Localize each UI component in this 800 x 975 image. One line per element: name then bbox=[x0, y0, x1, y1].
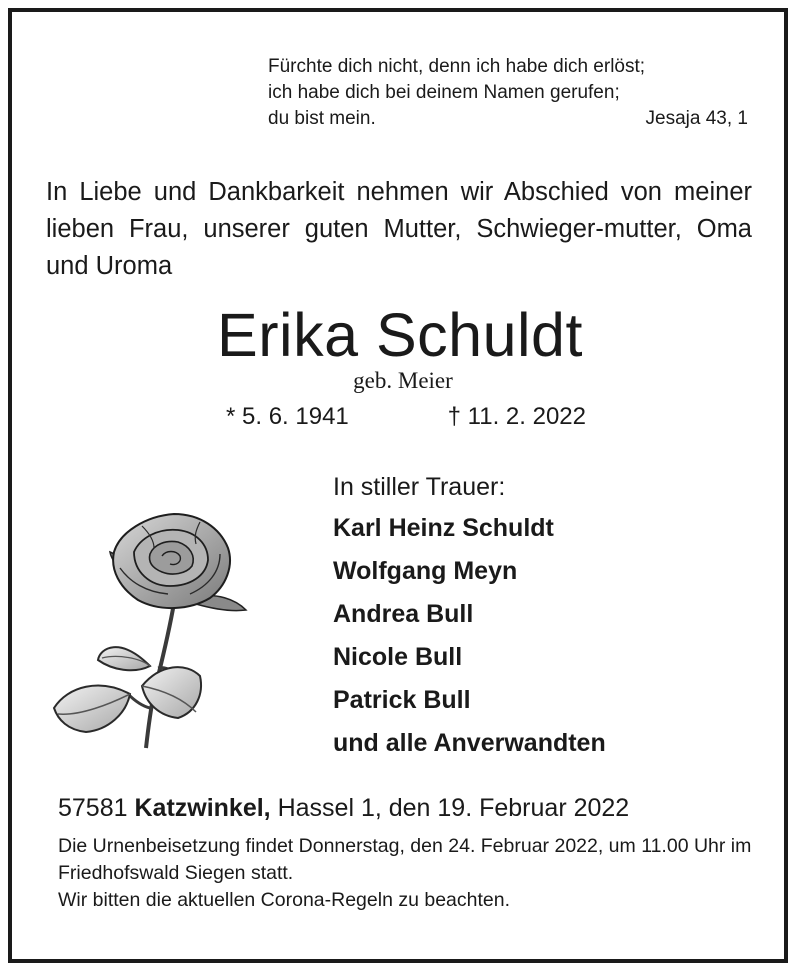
burial-notice bbox=[58, 833, 758, 914]
address-date: Hassel 1, den 19. Februar 2022 bbox=[277, 794, 630, 822]
birth-date: * 5. 6. 1941 bbox=[226, 403, 349, 430]
life-dates bbox=[226, 401, 586, 433]
deceased-name: Erika Schuldt bbox=[217, 301, 583, 369]
postal-code: 57581 bbox=[58, 794, 128, 822]
mourner-list bbox=[333, 510, 606, 768]
corona-note: Wir bitten die aktuellen Corona-Regeln zu beachten. bbox=[58, 889, 511, 911]
rose-icon bbox=[50, 508, 260, 753]
town-name: Katzwinkel, bbox=[134, 794, 271, 822]
intro-text: In Liebe und Dankbarkeit nehmen wir Abschied von meiner lieben Frau, unserer guten Mutter, Schwieger-mutter, Oma und Uroma bbox=[46, 178, 752, 280]
mourning-label: In stiller Trauer: bbox=[333, 473, 506, 501]
mourner-name: Wolfgang Meyn bbox=[333, 557, 518, 585]
place-date-line bbox=[58, 790, 629, 826]
death-date: † 11. 2. 2022 bbox=[447, 403, 586, 430]
verse-reference: Jesaja 43, 1 bbox=[645, 108, 748, 129]
mourner-name: Nicole Bull bbox=[333, 643, 463, 671]
verse-last-line bbox=[268, 106, 748, 132]
bible-verse bbox=[268, 54, 748, 132]
burial-info: Die Urnenbeisetzung findet Donnerstag, den 24. Februar 2022, um 11.00 Uhr im Friedhofswald Siegen statt. bbox=[58, 835, 752, 884]
birth-name: geb. Meier bbox=[353, 368, 453, 393]
mourner-name: und alle Anverwandten bbox=[333, 729, 606, 757]
verse-line: du bist mein. bbox=[268, 108, 376, 129]
verse-line: ich habe dich bei deinem Namen gerufen; bbox=[268, 82, 620, 103]
verse-line: Fürchte dich nicht, denn ich habe dich erlöst; bbox=[268, 56, 646, 77]
mourner-name: Patrick Bull bbox=[333, 686, 471, 714]
mourner-name: Andrea Bull bbox=[333, 600, 474, 628]
mourner-name: Karl Heinz Schuldt bbox=[333, 514, 554, 542]
